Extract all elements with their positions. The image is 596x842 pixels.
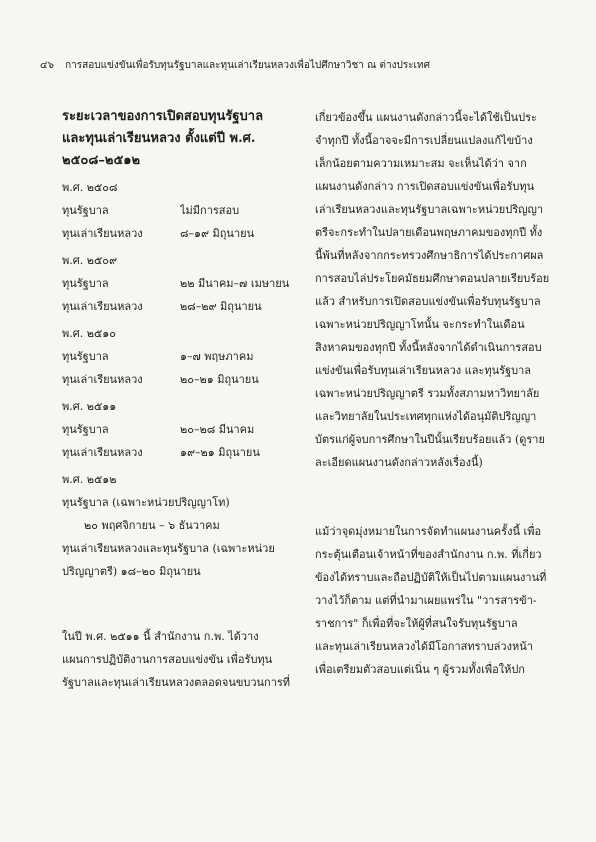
scholarship-type: ทุนเล่าเรียนหลวง [62,227,143,240]
schedule-line: ทุนเล่าเรียนหลวงและทุนรัฐบาล (เฉพาะหน่วย [62,542,275,555]
schedule-row [62,222,294,245]
scholarship-type: ทุนรัฐบาล [62,423,109,436]
scholarship-type: ทุนเล่าเรียนหลวง [62,300,143,313]
schedule-row [62,272,294,295]
paragraph-line: ราชการ" ก็เพื่อที่จะให้ผู้ที่สนใจรับทุนรัฐบาล [315,617,518,630]
body-paragraph [315,520,553,681]
exam-dates: ๑–๗ พฤษภาคม [180,350,254,363]
scholarship-type: ทุนรัฐบาล [62,277,109,290]
exam-dates: ๒๐–๒๑ มิถุนายน [180,373,259,386]
paragraph-line: ในปี พ.ศ. ๒๕๑๑ นี้ สำนักงาน ก.พ. ได้วาง [62,630,259,643]
exam-dates: ๒๒ มีนาคม–๗ เมษายน [180,277,290,290]
body-paragraph [315,106,553,474]
paragraph-line: และทุนเล่าเรียนหลวงได้มีโอกาสทราบล่วงหน้า [315,640,533,653]
schedule-row [62,295,294,318]
paragraph-line: รัฐบาลและทุนเล่าเรียนหลวงตลอดจนขบวนการที่ [62,676,291,689]
paragraph-line: นี้พ้นที่หลังจากกระทรวงศึกษาธิการได้ประกาศผล [315,249,544,262]
paragraph-line: แผนการปฏิบัติงานการสอบแข่งขัน เพื่อรับทุน [62,653,273,666]
paragraph-line: บัตรแก่ผู้จบการศึกษาในปีนั้นเรียบร้อยแล้ว (ดูราย [315,433,545,446]
year-heading: พ.ศ. ๒๕๐๘ [62,181,118,194]
paragraph-line: เล่าเรียนหลวงและทุนรัฐบาลเฉพาะหน่วยปริญญา [315,203,544,216]
title-line: ระยะเวลาของการเปิดสอบทุนรัฐบาล [62,109,264,124]
year-block [62,395,294,464]
paragraph-line: แข่งขันเพื่อรับทุนเล่าเรียนหลวง และทุนรัฐบาล [315,364,532,377]
paragraph-line: ข้องได้ทราบและถือปฏิบัติให้เป็นไปตามแผนงานที่ [315,571,547,584]
body-paragraph [62,625,294,694]
paragraph-line: วางไว้ก็ตาม แต่ที่นำมาเผยแพร่ใน "วารสารข้า- [315,594,537,607]
exam-dates: ไม่มีการสอบ [180,204,240,217]
schedule-row [62,441,294,464]
paragraph-line: เพื่อเตรียมตัวสอบแต่เนิ่น ๆ ผู้รวมทั้งเพื่อให้ปก [315,663,525,676]
schedule-row [62,368,294,391]
right-column [315,106,553,681]
paragraph-line: ตรีจะกระทำในปลายเดือนพฤษภาคมของทุกปี ทั้ง [315,226,543,239]
schedule-line: ทุนรัฐบาล (เฉพาะหน่วยปริญญาโท) [62,496,230,509]
paragraph-line: สิงหาคมของทุกปี ทั้งนี้หลังจากได้ดำเนินการสอบ [315,341,542,354]
schedule-line: ปริญญาตรี) ๑๘–๒๐ มิถุนายน [62,565,201,578]
year-block [62,176,294,245]
year-heading: พ.ศ. ๒๕๑๐ [62,327,116,340]
paragraph-line: เล็กน้อยตามความเหมาะสม จะเห็นได้ว่า จาก [315,157,527,170]
exam-dates: ๑๙–๒๑ มิถุนายน [180,446,260,459]
year-heading: พ.ศ. ๒๕๑๑ [62,400,117,413]
schedule-line: ๒๐ พฤศจิกายน – ๖ ธันวาคม [84,519,220,532]
year-block [62,468,294,583]
paragraph-line: เฉพาะหน่วยปริญญาโทนั้น จะกระทำในเดือน [315,318,525,331]
paragraph-line: แล้ว สำหรับการเปิดสอบแข่งขันเพื่อรับทุนรัฐบาล [315,295,541,308]
scholarship-type: ทุนรัฐบาล [62,350,109,363]
paragraph-line: และวิทยาลัยในประเทศทุกแห่งได้อนุมัติปริญญา [315,410,537,423]
paragraph-line: การสอบไล่ประโยคมัธยมศึกษาตอนปลายเรียบร้อย [315,272,550,285]
paragraph-line: เฉพาะหน่วยปริญญาตรี รวมทั้งสภามหาวิทยาลัย [315,387,540,400]
year-block [62,249,294,318]
exam-dates: ๘–๑๙ มิถุนายน [180,227,255,240]
schedule-row [62,199,294,222]
year-heading: พ.ศ. ๒๕๑๒ [62,473,117,486]
left-column [62,106,294,694]
title-line: และทุนเล่าเรียนหลวง ตั้งแต่ปี พ.ศ. [62,131,256,146]
scholarship-type: ทุนเล่าเรียนหลวง [62,446,143,459]
paragraph-line: กระตุ้นเตือนเจ้าหน้าที่ของสำนักงาน ก.พ. ที่เกี่ยว [315,548,542,561]
schedule-row [62,345,294,368]
scholarship-type: ทุนเล่าเรียนหลวง [62,373,143,386]
year-heading: พ.ศ. ๒๕๐๙ [62,254,118,267]
paragraph-line: แม้ว่าจุดมุ่งหมายในการจัดทำแผนงานครั้งนี้ เพื่อ [315,525,542,538]
paragraph-line: แผนงานดังกล่าว การเปิดสอบแข่งขันเพื่อรับทุน [315,180,535,193]
title-line: ๒๕๐๘–๒๕๑๒ [62,153,141,168]
scholarship-type: ทุนรัฐบาล [62,204,109,217]
paragraph-line: เกี่ยวข้องขึ้น แผนงานดังกล่าวนี้จะได้ใช้เป็นประ [315,111,537,124]
exam-dates: ๒๐–๒๘ มีนาคม [180,423,255,436]
exam-dates: ๒๘–๒๙ มิถุนายน [180,300,262,313]
paragraph-line: จำทุกปี ทั้งนี้อาจจะมีการเปลี่ยนแปลงแก้ไขบ้าง [315,134,533,147]
schedule-row [62,418,294,441]
year-block [62,322,294,391]
running-title: การสอบแข่งขันเพื่อรับทุนรัฐบาลและทุนเล่าเรียนหลวงเพื่อไปศึกษาวิชา ณ ต่างประเทศ [65,60,430,71]
paragraph-line: ละเอียดแผนงานดังกล่าวหลังเรื่องนี้) [315,456,483,469]
running-header [40,58,560,73]
page-number: ๔๖ [40,60,54,71]
section-title [62,106,294,172]
